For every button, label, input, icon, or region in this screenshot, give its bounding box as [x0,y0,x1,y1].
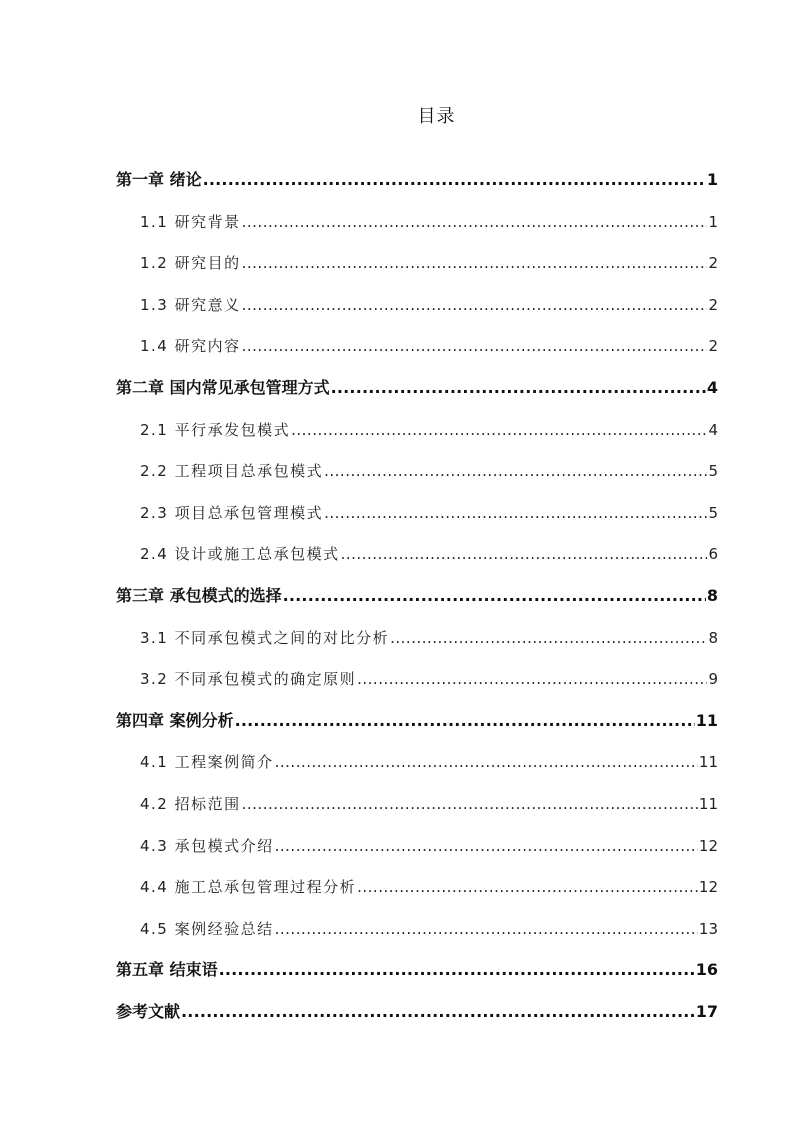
toc-entry-title: 4.2 招标范围 [140,794,241,813]
toc-dot-leader [275,834,698,858]
toc-dot-leader [324,501,707,525]
toc-page-number: 2 [708,295,718,314]
toc-entry-title: 1.4 研究内容 [140,337,241,356]
toc-dot-leader [242,792,698,816]
toc-page-number: 11 [695,710,718,730]
toc-page-number: 8 [708,628,718,647]
toc-page-number: 12 [698,878,718,897]
toc-section-entry[interactable] [0,871,793,913]
toc-section-entry[interactable] [0,247,793,289]
toc-dot-leader [390,626,707,650]
toc-dot-leader [357,667,707,691]
toc-dot-leader [357,875,698,899]
toc-page-number: 8 [706,585,718,605]
toc-chapter-entry[interactable] [0,580,793,622]
toc-entry-title: 4.3 承包模式介绍 [140,836,274,855]
toc-section-entry[interactable] [0,455,793,497]
toc-chapter-entry[interactable] [0,954,793,996]
toc-page-number: 4 [708,420,718,439]
toc-page-number: 13 [698,919,718,938]
toc-entry-title: 第一章 绪论 [116,170,202,189]
toc-entry-title: 3.1 不同承包模式之间的对比分析 [140,628,390,647]
toc-section-entry[interactable] [0,830,793,872]
table-of-contents [0,164,793,1037]
toc-page-number: 17 [695,1001,718,1021]
toc-page-number: 11 [698,753,718,772]
toc-dot-leader [324,459,707,483]
toc-page-number: 6 [708,545,718,564]
toc-page-number: 2 [708,254,718,273]
toc-entry-title: 2.3 项目总承包管理模式 [140,503,324,522]
toc-entry-title: 1.3 研究意义 [140,295,241,314]
toc-dot-leader [275,750,698,774]
toc-section-entry[interactable] [0,206,793,248]
toc-section-entry[interactable] [0,414,793,456]
toc-section-entry[interactable] [0,289,793,331]
toc-page-number: 5 [708,462,718,481]
toc-title: 目录 [417,106,456,127]
toc-page-number: 2 [708,337,718,356]
toc-dot-leader [275,917,698,941]
toc-section-entry[interactable] [0,497,793,539]
toc-dot-leader [242,251,708,275]
toc-entry-title: 第三章 承包模式的选择 [116,585,282,605]
toc-entry-title: 4.1 工程案例简介 [140,753,274,772]
toc-dot-leader [235,709,695,733]
toc-entry-title: 4.5 案例经验总结 [140,919,274,938]
toc-page-number: 5 [708,503,718,522]
toc-entry-title: 第四章 案例分析 [116,710,234,730]
toc-section-entry[interactable] [0,913,793,955]
toc-entry-title: 1.1 研究背景 [140,212,241,231]
toc-page-number: 12 [698,836,718,855]
toc-section-entry[interactable] [0,746,793,788]
toc-chapter-entry[interactable] [0,372,793,414]
toc-entry-title: 2.4 设计或施工总承包模式 [140,545,340,564]
toc-dot-leader [242,293,708,317]
toc-entry-title: 2.2 工程项目总承包模式 [140,462,324,481]
toc-page-number: 16 [695,960,718,980]
toc-section-entry[interactable] [0,622,793,664]
toc-page-number: 1 [706,170,718,189]
toc-dot-leader [291,418,707,442]
toc-dot-leader [331,376,706,400]
toc-entry-title: 2.1 平行承发包模式 [140,420,291,439]
toc-dot-leader [341,542,708,566]
toc-page-number: 9 [708,670,718,689]
toc-dot-leader [283,584,706,608]
toc-section-entry[interactable] [0,663,793,705]
toc-section-entry[interactable] [0,538,793,580]
toc-entry-title: 参考文献 [116,1001,181,1021]
toc-entry-title: 1.2 研究目的 [140,254,241,273]
toc-chapter-entry[interactable] [0,705,793,747]
toc-dot-leader [219,958,695,982]
toc-dot-leader [242,210,708,234]
toc-chapter-entry[interactable] [0,164,793,206]
toc-chapter-entry[interactable] [0,996,793,1038]
toc-entry-title: 第二章 国内常见承包管理方式 [116,377,330,397]
toc-page-number: 1 [708,212,718,231]
toc-dot-leader [203,168,706,192]
toc-entry-title: 第五章 结束语 [116,960,218,980]
toc-dot-leader [242,334,708,358]
toc-entry-title: 4.4 施工总承包管理过程分析 [140,878,357,897]
toc-page-number: 11 [698,794,718,813]
toc-section-entry[interactable] [0,788,793,830]
toc-entry-title: 3.2 不同承包模式的确定原则 [140,670,357,689]
toc-page-number: 4 [706,377,718,397]
toc-section-entry[interactable] [0,330,793,372]
toc-dot-leader [181,1000,695,1024]
